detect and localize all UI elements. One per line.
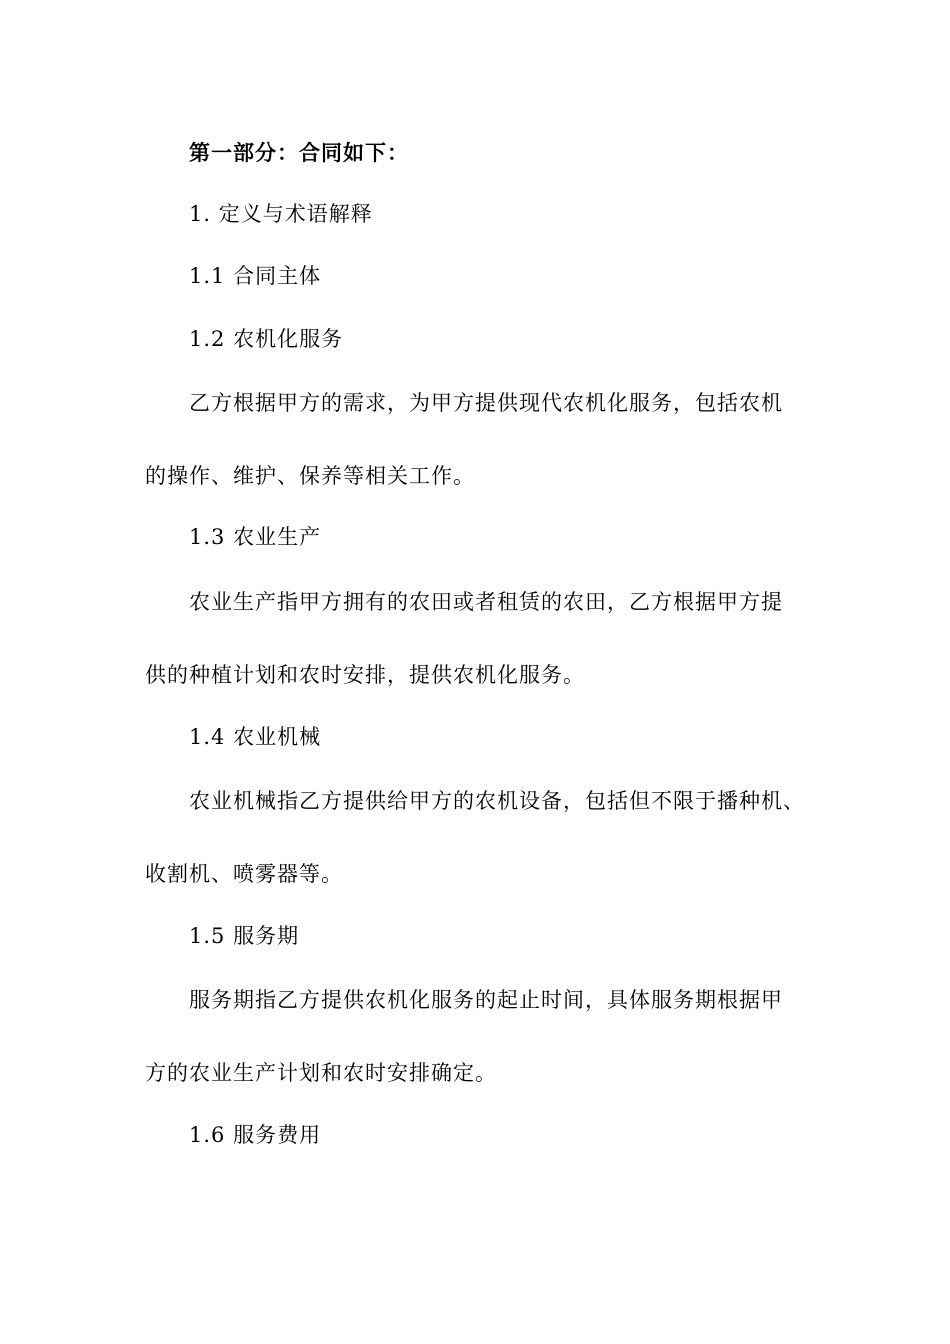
clause-1-4-title: 1.4 农业机械 [189,725,322,749]
clause-1-3-paragraph-line-1: 农业生产指甲方拥有的农田或者租赁的农田，乙方根据甲方提 [189,590,783,614]
clause-1-2-paragraph-line-1: 乙方根据甲方的需求，为甲方提供现代农机化服务，包括农机 [189,391,783,415]
clause-1-5-paragraph-line-1: 服务期指乙方提供农机化服务的起止时间，具体服务期根据甲 [189,988,783,1012]
clause-1-2-paragraph-line-2: 的操作、维护、保养等相关工作。 [145,464,475,488]
clause-1-5-paragraph-line-2: 方的农业生产计划和农时安排确定。 [145,1061,497,1085]
clause-1-3-paragraph-line-2: 供的种植计划和农时安排，提供农机化服务。 [145,663,585,687]
clause-1-3-title: 1.3 农业生产 [189,525,322,549]
clause-1-4-paragraph-line-2: 收割机、喷雾器等。 [145,862,343,886]
part-heading: 第一部分：合同如下： [189,141,409,165]
clause-1-2-title: 1.2 农机化服务 [189,327,344,351]
clause-1-1-title: 1.1 合同主体 [189,264,322,288]
clause-1-6-title: 1.6 服务费用 [189,1123,322,1147]
section-1-title: 1. 定义与术语解释 [189,202,373,226]
clause-1-4-paragraph-line-1: 农业机械指乙方提供给甲方的农机设备，包括但不限于播种机、 [189,789,805,813]
clause-1-5-title: 1.5 服务期 [189,924,300,948]
